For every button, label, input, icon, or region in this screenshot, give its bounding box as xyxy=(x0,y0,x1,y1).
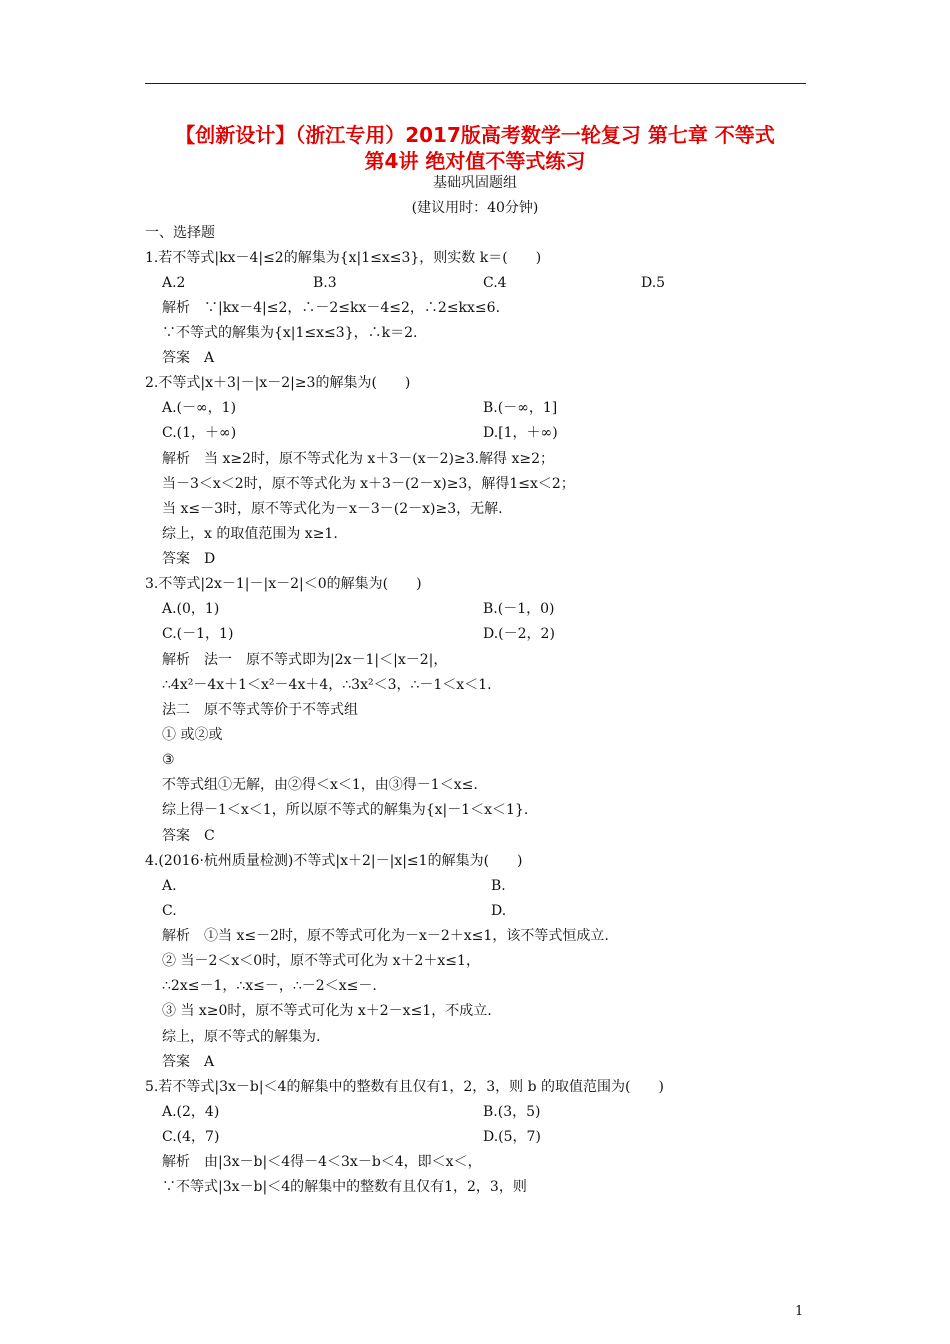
text-line: 答案 A xyxy=(162,350,215,366)
text-line: B.3 xyxy=(313,275,337,291)
text-line: 综上，原不等式的解集为. xyxy=(162,1029,321,1045)
text-line: 答案 C xyxy=(162,828,215,844)
text-line: D.[1，＋∞) xyxy=(483,425,558,441)
text-line: C.(4，7) xyxy=(162,1129,220,1145)
text-line: A.(2，4) xyxy=(162,1104,220,1120)
text-line: ∴4x²－4x＋1＜x²－4x＋4，∴3x²＜3，∴－1＜x＜1. xyxy=(162,677,492,693)
text-line: ∵不等式的解集为{x|1≤x≤3}，∴k＝2. xyxy=(162,325,418,341)
text-line: C. xyxy=(162,903,177,919)
doc-subtitle: 第4讲 绝对值不等式练习 xyxy=(364,149,586,173)
text-line: 5.若不等式|3x－b|＜4的解集中的整数有且仅有1，2，3，则 b 的取值范围为( ) xyxy=(145,1079,664,1095)
text-line: C.(1，＋∞) xyxy=(162,425,237,441)
text-line: 解析 ①当 x≤－2时，原不等式可化为－x－2＋x≤1，该不等式恒成立. xyxy=(162,928,609,944)
text-line: 当－3＜x＜2时，原不等式化为 x＋3－(2－x)≥3，解得1≤x＜2； xyxy=(162,476,575,492)
text-line: 答案 A xyxy=(162,1054,215,1070)
time-hint: (建议用时：40分钟) xyxy=(411,200,539,216)
text-line: 当 x≤－3时，原不等式化为－x－3－(2－x)≥3，无解. xyxy=(162,501,503,517)
text-line: D.(5，7) xyxy=(483,1129,541,1145)
text-line: ③ xyxy=(162,752,175,768)
text-line: 解析 ∵|kx－4|≤2，∴－2≤kx－4≤2，∴2≤kx≤6. xyxy=(162,300,501,316)
text-line: 答案 D xyxy=(162,551,216,567)
text-line: ③ 当 x≥0时，原不等式可化为 x＋2－x≤1，不成立. xyxy=(162,1003,492,1019)
text-line: C.4 xyxy=(483,275,507,291)
text-line: 解析 由|3x－b|＜4得－4＜3x－b＜4，即＜x＜， xyxy=(162,1154,482,1170)
text-line: C.(－1，1) xyxy=(162,626,234,642)
text-line: 解析 法一 原不等式即为|2x－1|＜|x－2|， xyxy=(162,652,448,668)
text-line: D. xyxy=(491,903,507,919)
text-line: 3.不等式|2x－1|－|x－2|＜0的解集为( ) xyxy=(145,576,422,592)
text-line: D.5 xyxy=(641,275,666,291)
text-line: 1.若不等式|kx－4|≤2的解集为{x|1≤x≤3}，则实数 k＝( ) xyxy=(145,250,542,266)
text-line: 法二 原不等式等价于不等式组 xyxy=(162,702,358,718)
text-line: ② 当－2＜x＜0时，原不等式可化为 x＋2＋x≤1， xyxy=(162,953,480,969)
section-heading: 基础巩固题组 xyxy=(433,175,517,191)
header-rule xyxy=(145,83,806,84)
text-line: ① 或②或 xyxy=(162,727,223,743)
text-line: 4.(2016·杭州质量检测)不等式|x＋2|－|x|≤1的解集为( ) xyxy=(145,853,523,869)
text-line: A.2 xyxy=(162,275,186,291)
text-line: 解析 当 x≥2时，原不等式化为 x＋3－(x－2)≥3.解得 x≥2； xyxy=(162,451,555,467)
text-line: 2.不等式|x＋3|－|x－2|≥3的解集为( ) xyxy=(145,375,411,391)
text-line: ∵不等式|3x－b|＜4的解集中的整数有且仅有1，2，3，则 xyxy=(162,1179,527,1195)
text-line: 综上，x 的取值范围为 x≥1. xyxy=(162,526,338,542)
doc-title: 【创新设计】（浙江专用）2017版高考数学一轮复习 第七章 不等式 xyxy=(175,123,775,147)
text-line: 综上得－1＜x＜1，所以原不等式的解集为{x|－1＜x＜1}. xyxy=(162,802,529,818)
text-line: B. xyxy=(491,878,506,894)
text-line: A.(0，1) xyxy=(162,601,220,617)
text-line: B.(－∞，1] xyxy=(483,400,558,416)
text-line: A. xyxy=(162,878,177,894)
text-line: D.(－2，2) xyxy=(483,626,555,642)
text-line: A.(－∞，1) xyxy=(162,400,237,416)
part-heading: 一、选择题 xyxy=(145,225,215,241)
page-number: 1 xyxy=(795,1304,804,1319)
text-line: B.(3，5) xyxy=(483,1104,541,1120)
text-line: ∴2x≤－1，∴x≤－，∴－2＜x≤－. xyxy=(162,978,377,994)
text-line: B.(－1，0) xyxy=(483,601,555,617)
text-line: 不等式组①无解，由②得＜x＜1，由③得－1＜x≤. xyxy=(162,777,478,793)
